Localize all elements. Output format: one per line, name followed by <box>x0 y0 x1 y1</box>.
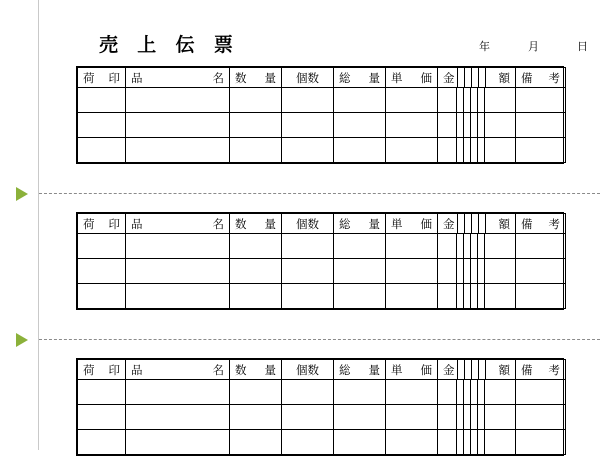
cell-item[interactable] <box>126 138 230 163</box>
slip-table-2 <box>76 212 564 310</box>
header-text: 価 <box>420 72 432 85</box>
date-day-label: 日 <box>577 41 588 53</box>
cell-price[interactable] <box>386 138 438 163</box>
slip-grid <box>77 67 566 163</box>
header-cell-price <box>386 214 438 234</box>
cell-total[interactable] <box>334 405 386 430</box>
cell-mark[interactable] <box>78 113 126 138</box>
header-cell-mark <box>78 360 126 380</box>
table-row[interactable] <box>78 284 566 309</box>
cell-pieces[interactable] <box>282 405 334 430</box>
header-cell-pieces <box>282 214 334 234</box>
slip-table-3 <box>76 358 564 456</box>
cell-item[interactable] <box>126 88 230 113</box>
cell-quantity[interactable] <box>230 259 282 284</box>
table-row[interactable] <box>78 430 566 455</box>
cell-total[interactable] <box>334 430 386 455</box>
cell-total[interactable] <box>334 113 386 138</box>
cell-remarks[interactable] <box>516 380 566 405</box>
header-text: 名 <box>212 364 224 377</box>
cell-pieces[interactable] <box>282 113 334 138</box>
cell-total[interactable] <box>334 259 386 284</box>
cell-remarks[interactable] <box>516 259 566 284</box>
header-cell-pieces <box>282 68 334 88</box>
header-text: 額 <box>498 72 510 85</box>
cell-price[interactable] <box>386 259 438 284</box>
header-cell-amount <box>438 68 516 88</box>
cell-amount[interactable] <box>438 430 516 455</box>
cell-quantity[interactable] <box>230 138 282 163</box>
cell-total[interactable] <box>334 138 386 163</box>
header-text: 額 <box>498 364 510 377</box>
header-cell-total <box>334 214 386 234</box>
header-text: 金 <box>443 364 455 377</box>
header-text: 単 <box>391 218 403 231</box>
header-text: 単 <box>391 72 403 85</box>
header-text: 量 <box>264 72 276 85</box>
header-text: 単 <box>391 364 403 377</box>
slip-table-1 <box>76 66 564 164</box>
header-cell-amount <box>438 360 516 380</box>
header-text: 備 <box>521 218 533 231</box>
header-text: 金 <box>443 218 455 231</box>
date-month-label: 月 <box>528 41 539 53</box>
header-text: 品 <box>131 364 143 377</box>
cell-remarks[interactable] <box>516 405 566 430</box>
cell-mark[interactable] <box>78 234 126 259</box>
slip-grid <box>77 213 566 309</box>
header-text: 名 <box>212 72 224 85</box>
header-text: 品 <box>131 72 143 85</box>
cell-quantity[interactable] <box>230 88 282 113</box>
header-text: 印 <box>108 218 120 231</box>
perforation-1 <box>39 193 600 194</box>
header-text: 量 <box>368 364 380 377</box>
table-row[interactable] <box>78 234 566 259</box>
cell-quantity[interactable] <box>230 405 282 430</box>
header-cell-quantity <box>230 214 282 234</box>
header-text: 印 <box>108 364 120 377</box>
table-header-row <box>78 360 566 380</box>
header-text: 金 <box>443 72 455 85</box>
cell-price[interactable] <box>386 405 438 430</box>
cell-price[interactable] <box>386 88 438 113</box>
header-cell-item <box>126 214 230 234</box>
table-header-row <box>78 68 566 88</box>
header-cell-mark <box>78 214 126 234</box>
cell-mark[interactable] <box>78 259 126 284</box>
cell-pieces[interactable] <box>282 284 334 309</box>
cell-amount[interactable] <box>438 380 516 405</box>
cell-total[interactable] <box>334 380 386 405</box>
cell-price[interactable] <box>386 234 438 259</box>
cell-remarks[interactable] <box>516 234 566 259</box>
cell-remarks[interactable] <box>516 113 566 138</box>
header-text: 品 <box>131 218 143 231</box>
cell-pieces[interactable] <box>282 234 334 259</box>
cell-total[interactable] <box>334 234 386 259</box>
cell-price[interactable] <box>386 113 438 138</box>
header-text: 総 <box>339 218 351 231</box>
slip-grid <box>77 359 566 455</box>
header-text: 数 <box>235 218 247 231</box>
header-text: 個 <box>296 218 308 231</box>
cell-pieces[interactable] <box>282 138 334 163</box>
cell-quantity[interactable] <box>230 234 282 259</box>
cell-amount[interactable] <box>438 88 516 113</box>
header-text: 考 <box>548 218 560 231</box>
header-cell-mark <box>78 68 126 88</box>
header-text: 数 <box>235 72 247 85</box>
header-cell-quantity <box>230 68 282 88</box>
table-row[interactable] <box>78 380 566 405</box>
cell-mark[interactable] <box>78 430 126 455</box>
header-cell-item <box>126 360 230 380</box>
header-text: 価 <box>420 364 432 377</box>
cell-remarks[interactable] <box>516 88 566 113</box>
cell-item[interactable] <box>126 405 230 430</box>
cell-amount[interactable] <box>438 234 516 259</box>
cell-quantity[interactable] <box>230 113 282 138</box>
cell-pieces[interactable] <box>282 430 334 455</box>
title-row <box>39 30 600 58</box>
cell-mark[interactable] <box>78 138 126 163</box>
cell-item[interactable] <box>126 380 230 405</box>
triangle-right-icon <box>16 333 28 347</box>
cell-quantity[interactable] <box>230 380 282 405</box>
date-fields <box>479 38 588 54</box>
cell-remarks[interactable] <box>516 138 566 163</box>
cell-amount[interactable] <box>438 405 516 430</box>
table-row[interactable] <box>78 259 566 284</box>
cell-mark[interactable] <box>78 380 126 405</box>
header-cell-total <box>334 68 386 88</box>
cell-total[interactable] <box>334 88 386 113</box>
header-text: 数 <box>307 364 319 377</box>
header-cell-item <box>126 68 230 88</box>
cell-amount[interactable] <box>438 259 516 284</box>
header-cell-total <box>334 360 386 380</box>
cell-price[interactable] <box>386 430 438 455</box>
cell-amount[interactable] <box>438 138 516 163</box>
cell-pieces[interactable] <box>282 380 334 405</box>
header-text: 数 <box>235 364 247 377</box>
header-text: 量 <box>368 218 380 231</box>
header-cell-pieces <box>282 360 334 380</box>
header-text: 個 <box>296 364 308 377</box>
cell-item[interactable] <box>126 284 230 309</box>
header-text: 額 <box>498 218 510 231</box>
header-text: 総 <box>339 364 351 377</box>
cell-amount[interactable] <box>438 113 516 138</box>
cell-mark[interactable] <box>78 88 126 113</box>
cell-price[interactable] <box>386 284 438 309</box>
header-cell-amount <box>438 214 516 234</box>
header-text: 数 <box>307 218 319 231</box>
header-text: 備 <box>521 72 533 85</box>
cell-pieces[interactable] <box>282 88 334 113</box>
table-row[interactable] <box>78 113 566 138</box>
document-body <box>39 0 600 450</box>
header-text: 価 <box>420 218 432 231</box>
header-cell-remarks <box>516 360 566 380</box>
header-text: 考 <box>548 364 560 377</box>
cell-quantity[interactable] <box>230 430 282 455</box>
cell-total[interactable] <box>334 284 386 309</box>
header-text: 量 <box>368 72 380 85</box>
cell-quantity[interactable] <box>230 284 282 309</box>
header-text: 荷 <box>83 364 95 377</box>
header-text: 備 <box>521 364 533 377</box>
cell-amount[interactable] <box>438 284 516 309</box>
cell-item[interactable] <box>126 259 230 284</box>
triangle-right-icon <box>16 187 28 201</box>
header-text: 名 <box>212 218 224 231</box>
header-text: 考 <box>548 72 560 85</box>
header-text: 量 <box>264 218 276 231</box>
cell-remarks[interactable] <box>516 284 566 309</box>
header-text: 荷 <box>83 72 95 85</box>
perforation-2 <box>39 339 600 340</box>
header-text: 数 <box>307 72 319 85</box>
page-title: 売 上 伝 票 <box>99 35 240 56</box>
header-text: 荷 <box>83 218 95 231</box>
table-header-row <box>78 214 566 234</box>
header-cell-remarks <box>516 214 566 234</box>
table-row[interactable] <box>78 405 566 430</box>
cell-price[interactable] <box>386 380 438 405</box>
cell-mark[interactable] <box>78 284 126 309</box>
header-text: 個 <box>296 72 308 85</box>
cell-pieces[interactable] <box>282 259 334 284</box>
header-text: 総 <box>339 72 351 85</box>
cell-item[interactable] <box>126 113 230 138</box>
date-year-label: 年 <box>479 41 490 53</box>
cell-mark[interactable] <box>78 405 126 430</box>
cell-item[interactable] <box>126 430 230 455</box>
header-cell-remarks <box>516 68 566 88</box>
cell-remarks[interactable] <box>516 430 566 455</box>
table-row[interactable] <box>78 88 566 113</box>
header-text: 量 <box>264 364 276 377</box>
table-row[interactable] <box>78 138 566 163</box>
header-cell-price <box>386 68 438 88</box>
header-text: 印 <box>108 72 120 85</box>
cell-item[interactable] <box>126 234 230 259</box>
header-cell-price <box>386 360 438 380</box>
header-cell-quantity <box>230 360 282 380</box>
